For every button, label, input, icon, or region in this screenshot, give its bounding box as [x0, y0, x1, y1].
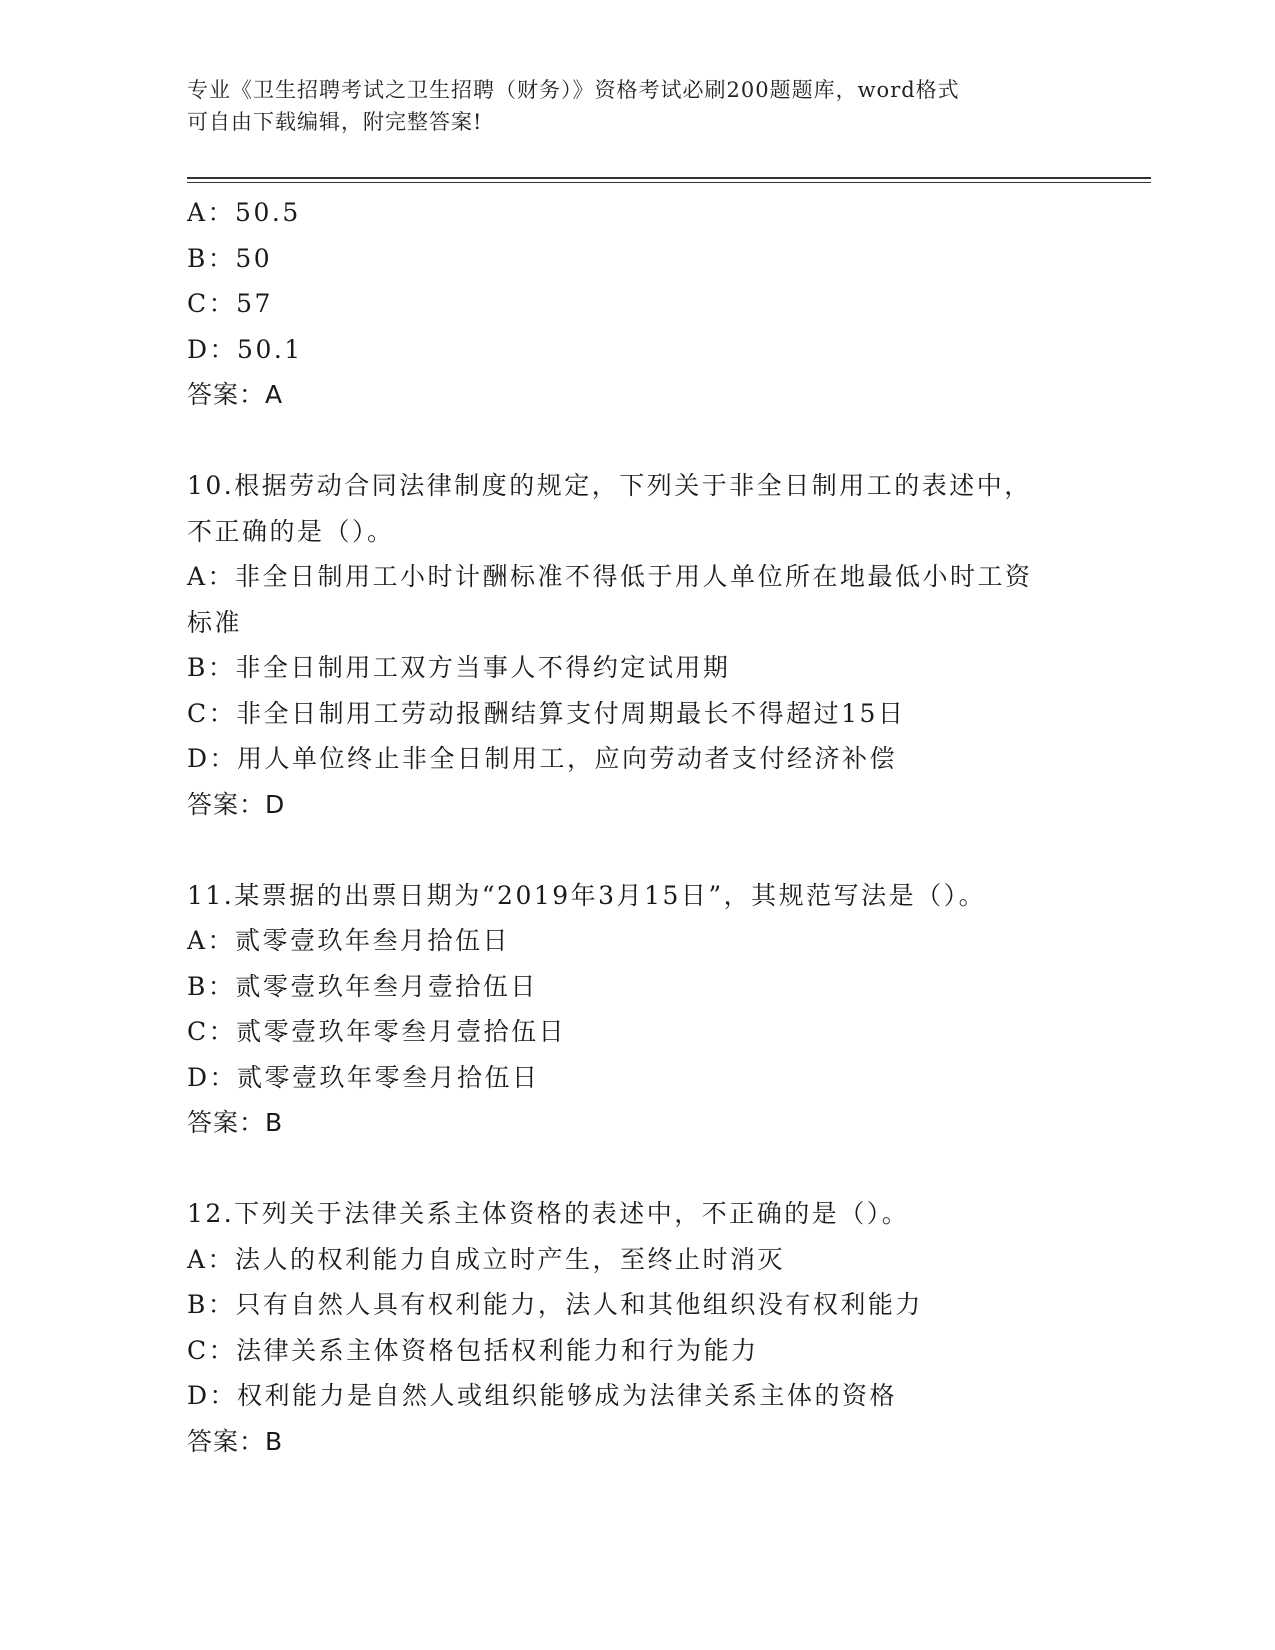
spacer	[187, 827, 1087, 873]
question-list	[187, 190, 1087, 1464]
option-a: A：法人的权利能力自成立时产生，至终止时消灭	[187, 1244, 786, 1274]
option-a: A：贰零壹玖年叁月拾伍日	[187, 926, 511, 955]
question-stem: 11.某票据的出票日期为“2019年3月15日”，其规范写法是（）。	[187, 880, 987, 910]
option-a: A：非全日制用工小时计酬标准不得低于用人单位所在地最低小时工资	[187, 562, 1033, 591]
option-c: C：57	[187, 289, 273, 318]
spacer	[187, 418, 1087, 464]
option-d: D：50.1	[187, 334, 303, 364]
question-11	[187, 873, 1087, 1146]
answer-line: 答案：A	[187, 380, 284, 409]
header-line-1: 专业《卫生招聘考试之卫生招聘（财务）》资格考试必刷200题题库，word格式	[187, 78, 960, 102]
option-a: A：50.5	[187, 198, 301, 227]
question-12	[187, 1191, 1087, 1464]
question-stem: 10.根据劳动合同法律制度的规定，下列关于非全日制用工的表述中，	[187, 471, 1032, 500]
option-c: C：非全日制用工劳动报酬结算支付周期最长不得超过15日	[187, 698, 906, 728]
option-c: C：法律关系主体资格包括权利能力和行为能力	[187, 1335, 759, 1365]
header-line-2: 可自由下载编辑，附完整答案!	[187, 110, 483, 134]
option-b: B：贰零壹玖年叁月壹拾伍日	[187, 971, 538, 1001]
document-header	[187, 74, 1087, 138]
option-a-continued: 标准	[187, 607, 243, 637]
option-b: B：只有自然人具有权利能力，法人和其他组织没有权利能力	[187, 1290, 923, 1319]
option-d: D：用人单位终止非全日制用工，应向劳动者支付经济补偿	[187, 744, 898, 773]
header-rule-thin	[187, 182, 1151, 183]
header-rule-thick	[187, 177, 1151, 179]
option-d: D：权利能力是自然人或组织能够成为法律关系主体的资格	[187, 1381, 898, 1410]
spacer	[187, 1146, 1087, 1192]
question-9	[187, 190, 1087, 418]
answer-line: 答案：D	[187, 789, 286, 819]
question-stem: 12.下列关于法律关系主体资格的表述中，不正确的是（）。	[187, 1199, 910, 1228]
option-c: C：贰零壹玖年零叁月壹拾伍日	[187, 1017, 567, 1046]
answer-line: 答案：B	[187, 1108, 284, 1137]
answer-line: 答案：B	[187, 1426, 284, 1456]
option-b: B：非全日制用工双方当事人不得约定试用期	[187, 653, 731, 682]
option-b: B：50	[187, 243, 273, 273]
option-d: D：贰零壹玖年零叁月拾伍日	[187, 1062, 540, 1092]
question-10	[187, 463, 1087, 827]
question-stem-continued: 不正确的是（）。	[187, 516, 395, 546]
